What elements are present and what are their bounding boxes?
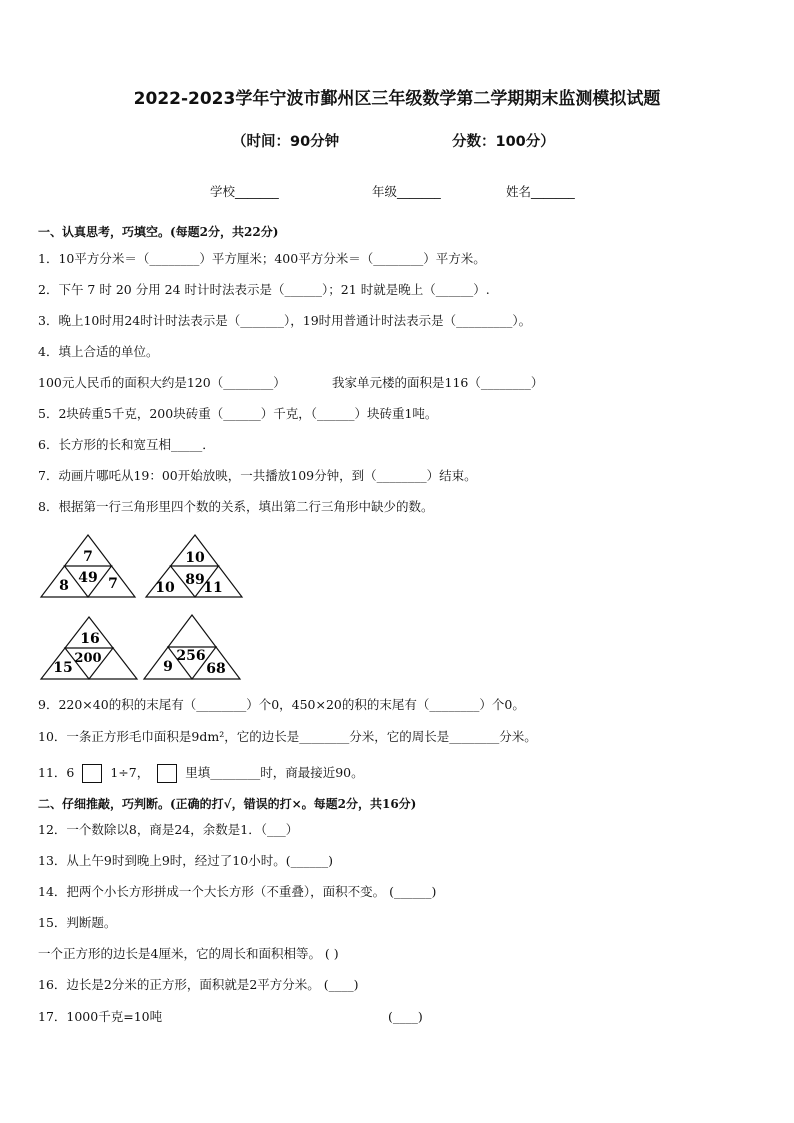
question-11-part-c: 里填________时，商最接近90。 bbox=[185, 765, 364, 780]
question-3: 3．晚上10时用24时计时法表示是（_______），19时用普通计时法表示是（_________）。 bbox=[38, 313, 532, 328]
triangle-1 bbox=[41, 535, 135, 597]
question-11-part-a: 11．6 bbox=[38, 765, 75, 780]
question-16: 16．边长是2分米的正方形，面积就是2平方分米。 (____) bbox=[38, 977, 359, 992]
triangle-puzzles bbox=[38, 530, 258, 685]
question-4: 4．填上合适的单位。 bbox=[38, 344, 159, 359]
grade-field[interactable]: 年级_______ bbox=[372, 184, 441, 199]
question-2: 2．下午 7 时 20 分用 24 时计时法表示是（______）；21 时就是晚上（______）. bbox=[38, 282, 490, 297]
triangle-2-top: 10 bbox=[185, 550, 205, 566]
question-4a: 100元人民币的面积大约是120（________） bbox=[38, 375, 286, 390]
question-9: 9．220×40的积的末尾有（________）个0，450×20的积的末尾有（________）个0。 bbox=[38, 697, 525, 712]
page-title: 2022-2023学年宁波市鄞州区三年级数学第二学期期末监测模拟试题 bbox=[133, 89, 661, 109]
triangle-1-top: 7 bbox=[83, 549, 93, 565]
triangle-3-top: 16 bbox=[80, 631, 100, 647]
triangle-2-left: 10 bbox=[155, 580, 175, 596]
triangle-3 bbox=[41, 617, 137, 679]
exam-score: 分数：100分） bbox=[452, 134, 555, 150]
question-12: 12．一个数除以8，商是24，余数是1．（___） bbox=[38, 822, 299, 837]
question-11-part-b: 1÷7， bbox=[110, 765, 150, 780]
triangle-1-right: 7 bbox=[108, 576, 118, 592]
question-17: 17．1000千克=10吨 bbox=[38, 1009, 163, 1024]
answer-box[interactable] bbox=[82, 764, 102, 783]
triangle-3-left: 15 bbox=[53, 660, 73, 676]
triangle-4 bbox=[144, 615, 240, 679]
section-1-heading: 一、认真思考，巧填空。(每题2分，共22分) bbox=[38, 225, 279, 239]
triangle-1-left: 8 bbox=[59, 578, 69, 594]
section-2-heading: 二、仔细推敲，巧判断。(正确的打√，错误的打×。每题2分，共16分) bbox=[38, 797, 417, 811]
question-14: 14．把两个小长方形拼成一个大长方形（不重叠），面积不变。 (______) bbox=[38, 884, 437, 899]
question-7: 7．动画片哪吒从19：00开始放映，一共播放109分钟，到（________）结束。 bbox=[38, 468, 477, 483]
triangle-3-center: 200 bbox=[74, 651, 102, 666]
question-8: 8．根据第一行三角形里四个数的关系，填出第二行三角形中缺少的数。 bbox=[38, 499, 434, 514]
question-15: 15．判断题。 bbox=[38, 915, 117, 930]
exam-time: （时间：90分钟 bbox=[232, 134, 340, 150]
question-5: 5．2块砖重5千克，200块砖重（______）千克，（______）块砖重1吨。 bbox=[38, 406, 438, 421]
answer-box[interactable] bbox=[157, 764, 177, 783]
triangle-2-right: 11 bbox=[203, 580, 223, 596]
question-6: 6．长方形的长和宽互相_____． bbox=[38, 437, 215, 452]
triangle-4-right: 68 bbox=[206, 661, 226, 677]
question-13: 13．从上午9时到晚上9时，经过了10小时。(______) bbox=[38, 853, 333, 868]
triangle-2 bbox=[146, 535, 242, 597]
school-field[interactable]: 学校_______ bbox=[210, 184, 279, 199]
question-17-answer: (____) bbox=[388, 1009, 423, 1024]
name-field[interactable]: 姓名_______ bbox=[506, 184, 575, 199]
question-11 bbox=[38, 764, 364, 783]
question-10: 10．一条正方形毛巾面积是9dm²，它的边长是________分米，它的周长是________分米。 bbox=[38, 729, 537, 744]
triangle-4-center: 256 bbox=[176, 648, 206, 664]
question-1: 1．10平方分米＝（________）平方厘米；400平方分米＝（________）平方米。 bbox=[38, 251, 486, 266]
triangle-1-center: 49 bbox=[78, 570, 98, 586]
question-15a: 一个正方形的边长是4厘米，它的周长和面积相等。 ( ) bbox=[38, 946, 339, 961]
question-4b: 我家单元楼的面积是116（________） bbox=[332, 375, 544, 390]
triangle-2-center: 89 bbox=[185, 572, 205, 588]
triangle-4-left: 9 bbox=[163, 659, 173, 675]
